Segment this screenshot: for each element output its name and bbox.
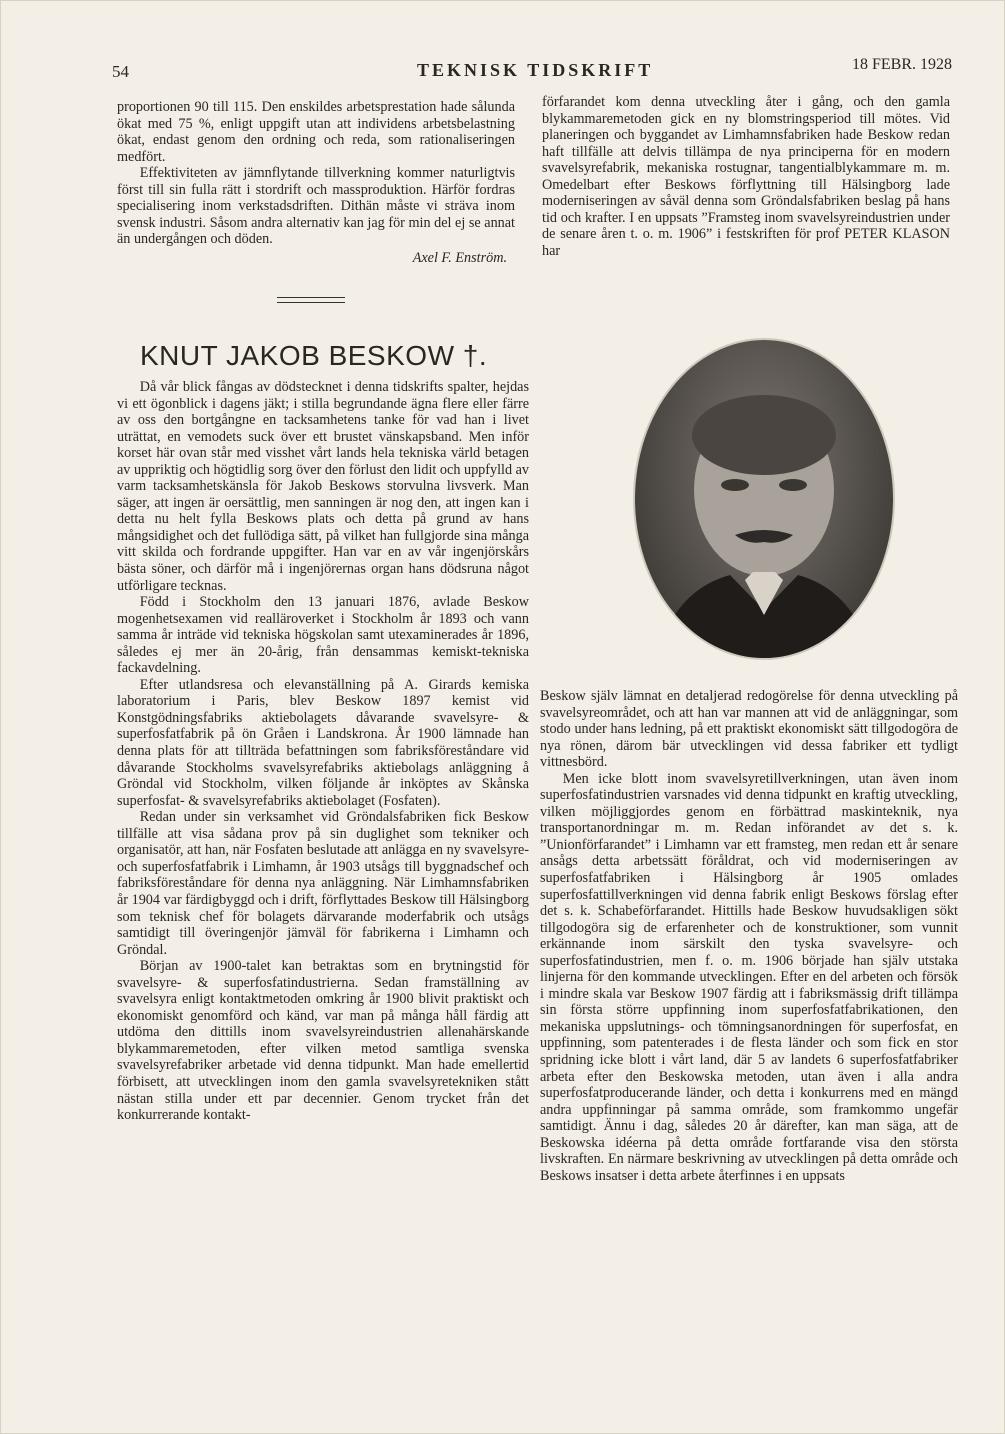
issue-date: 18 FEBR. 1928	[851, 56, 952, 73]
page-number: 54	[112, 62, 129, 81]
portrait-photo-icon	[635, 340, 893, 658]
previous-article-ending	[117, 99, 515, 266]
article-column-1	[117, 379, 529, 1124]
paragraph: förfarandet kom denna utveckling åter i gång, och den gamla blykammaremetoden gick en ny blomstringsperiod till mötes. Vid planeringen och byggandet av Limhamnsfabriken hade Beskow redan haft tillfälle att delvis tillämpa de nya principerna för en modern svavelsyrefabrik, mekaniska rostugnar, tangentialblykammare m. m. Omedelbart efter Beskows förflyttning till Hälsingborg lade moderniseringen av såväl denna som Gröndalsfabriken beslag på hans tid och krafter. I en uppsats ”Framsteg inom svavelsyreindustrien under de senare åren t. o. m. 1906” i festskriften för prof PETER KLASON har	[542, 94, 950, 259]
journal-title: TEKNISK TIDSKRIFT	[417, 60, 654, 80]
portrait-photo	[635, 340, 893, 658]
paragraph: Början av 1900-talet kan betraktas som en brytningstid för svavelsyre- & superfosfatindustrierna. Sedan framställning av svavelsyra enligt kontaktmetoden omkring år 1900 blivit praktiskt och ekonomiskt genomförd och känd, var man på många håll färdig att utdöma den dittills inom svavelsyreindustrien allenahärskande blykammaremetoden, efter vilken metod samtliga svenska svavelsyrefabriker arbetade vid denna tidpunkt. Man hade emellertid förbisett, att utvecklingen inom den gamla svavelsyretekniken stått nästan stilla under ett par decennier. Genom trycket från det konkurrerande kontakt-	[117, 958, 529, 1124]
paragraph: Men icke blott inom svavelsyretillverkningen, utan även inom superfosfatindustrien varsnades vid denna tidpunkt en kraftig utveckling, vilken möjliggjordes genom en förbättrad maskinteknik, nya transportanordningar m. m. Redan införandet av det s. k. ”Unionförfarandet” i Limhamn var ett framsteg, men redan ett år senare ansågs detta arbetssätt föråldrat, och vid moderniseringen av superfosfatfabriken i Hälsingborg år 1905 omlades superfosfattillverkningen vid denna fabrik enligt Beskows förslag efter det s. k. Schabeförfarandet. Hittills hade Beskow huvudsakligen sökt tillgodogöra sig de erfarenheter och de konstruktioner, som vunnit erkännande inom särskilt den tyska svavelsyre- och superfosfatindustrien, men f. o. m. 1906 började han själv utstaka linjerna för den kommande utvecklingen. Efter en del arbeten och försök i mindre skala var Beskow 1907 färdig att i fabriksmässig drift tillämpa sin första större uppfinning inom superfosfatfabrikationen, den mekaniska uppslutnings- och tömningsanordningen för superfosfat, en uppfinning, som patenterades i de flesta länder och som fick en stor spridning icke blott i vårt land, där 5 av landets 6 superfosfatfabriker arbeta efter den Beskowska metoden, utan även i alla andra superfosfatproducerande länder, och detta i konkurrens med en mängd andra uppfinningar på samma område, som framkommo ungefär samtidigt. Ännu i dag, således 20 år därefter, kan man säga, att de Beskowska idéerna på detta område fortfarande visa den största livskraften. En närmare beskrivning av utvecklingen på detta område och Beskows insatser i detta arbete återfinnes i en uppsats	[540, 770, 958, 1184]
section-divider	[277, 297, 345, 303]
paragraph: Efter utlandsresa och elevanställning på A. Girards kemiska laboratorium i Paris, blev Beskow 1897 kemist vid Konstgödningsfabriks aktiebolagets dåvarande svavelsyre- & superfosfatfabrik på ön Gråen i Landskrona. År 1900 lämnade han denna plats för att tillträda befattningen som fabriksföreståndare vid dåvarande Stockholms svavelsyrefabriks aktiebolags anläggning å Gröndal vid Stockholm, vilken följande år inköptes av Skånska superfosfat- & svavelsyrefabriks aktiebolaget (Fosfaten).	[117, 676, 529, 809]
paragraph: Effektiviteten av jämnflytande tillverkning kommer naturligtvis först till sin fulla rätt i stordrift och massproduktion. Härför fordras specialisering inom verkstadsdriften. Dithän måste vi sträva inom svensk industri. Såsom andra alternativ kan jag för min del ej se annat än undergången och döden.	[117, 165, 515, 248]
author-signature: Axel F. Enström.	[412, 249, 507, 266]
article-column-2	[540, 688, 958, 1184]
paragraph: Beskow själv lämnat en detaljerad redogörelse för denna utveckling på svavelsyreområdet, och att han var mannen att vid de anläggningar, som stodo under hans ledning, på ett praktiskt ekonomiskt sätt tillgodogöra de nya rönen, därom bär utvecklingen vid dessa fabriker ett tydligt vittnesbörd.	[540, 688, 958, 771]
column-2-top-text	[542, 94, 950, 259]
paragraph: proportionen 90 till 115. Den enskildes arbetsprestation hade sålunda ökat med 75 %, enligt uppgift utan att individens arbetsbelastning ökat, endast genom den ordning och reda, som rationaliseringen medfört.	[117, 99, 515, 165]
paragraph: Redan under sin verksamhet vid Gröndalsfabriken fick Beskow tillfälle att visa sådana prov på sin duglighet som tekniker och organisatör, att han, när Fosfaten beslutade att anlägga en ny svavelsyre- och superfosfatfabrik i Limhamn, år 1903 utsågs till byggnadschef och fabriksföreståndare för denna nya anläggning. När Limhamnsfabriken år 1904 var färdigbyggd och i drift, förflyttades Beskow till Hälsingborg som teknisk chef för bolagets därvarande moderfabrik och utsågs samtidigt till överingenjör jämväl för fabrikerna i Limhamn och Gröndal.	[117, 809, 529, 958]
paragraph: Född i Stockholm den 13 januari 1876, avlade Beskow mogenhetsexamen vid realläroverket i Stockholm år 1893 och vann samma år inträde vid tekniska högskolan samt utexaminerades år 1896, således ej mer än 20-årig, från densammas kemiskt-tekniska fackavdelning.	[117, 594, 529, 677]
paragraph: Då vår blick fångas av dödstecknet i denna tidskrifts spalter, hejdas vi ett ögonblick i dagens jäkt; i stilla begrundande ägna flere eller färre av oss den bortgångne en tacksamhetens tanke för vad han i livet uträttat, en vemodets suck över ett brustet vänskapsband. Men inför korset här ovan står med visshet vårt lands hela tekniska värld betagen av uppriktig och högtidlig sorg över den förlust den lidit och uppfylld av varm tacksamhetskänsla för Jakob Beskows storvulna livsverk. Man säger, att ingen är oersättlig, men sanningen är nog den, att ingen kan i detta nu helt fylla Beskows plats och detta på grund av hans mångsidighet och det fullödiga sätt, på vilket han fullgjorde sina många vitt skilda och fordrande uppgifter. Han var en av vår ingenjörskårs bästa söner, och därför må i ingenjörernas organ hans dödsruna något utförligare tecknas.	[117, 379, 529, 594]
page-header	[112, 56, 952, 86]
article-headline: KNUT JAKOB BESKOW †.	[140, 340, 488, 371]
